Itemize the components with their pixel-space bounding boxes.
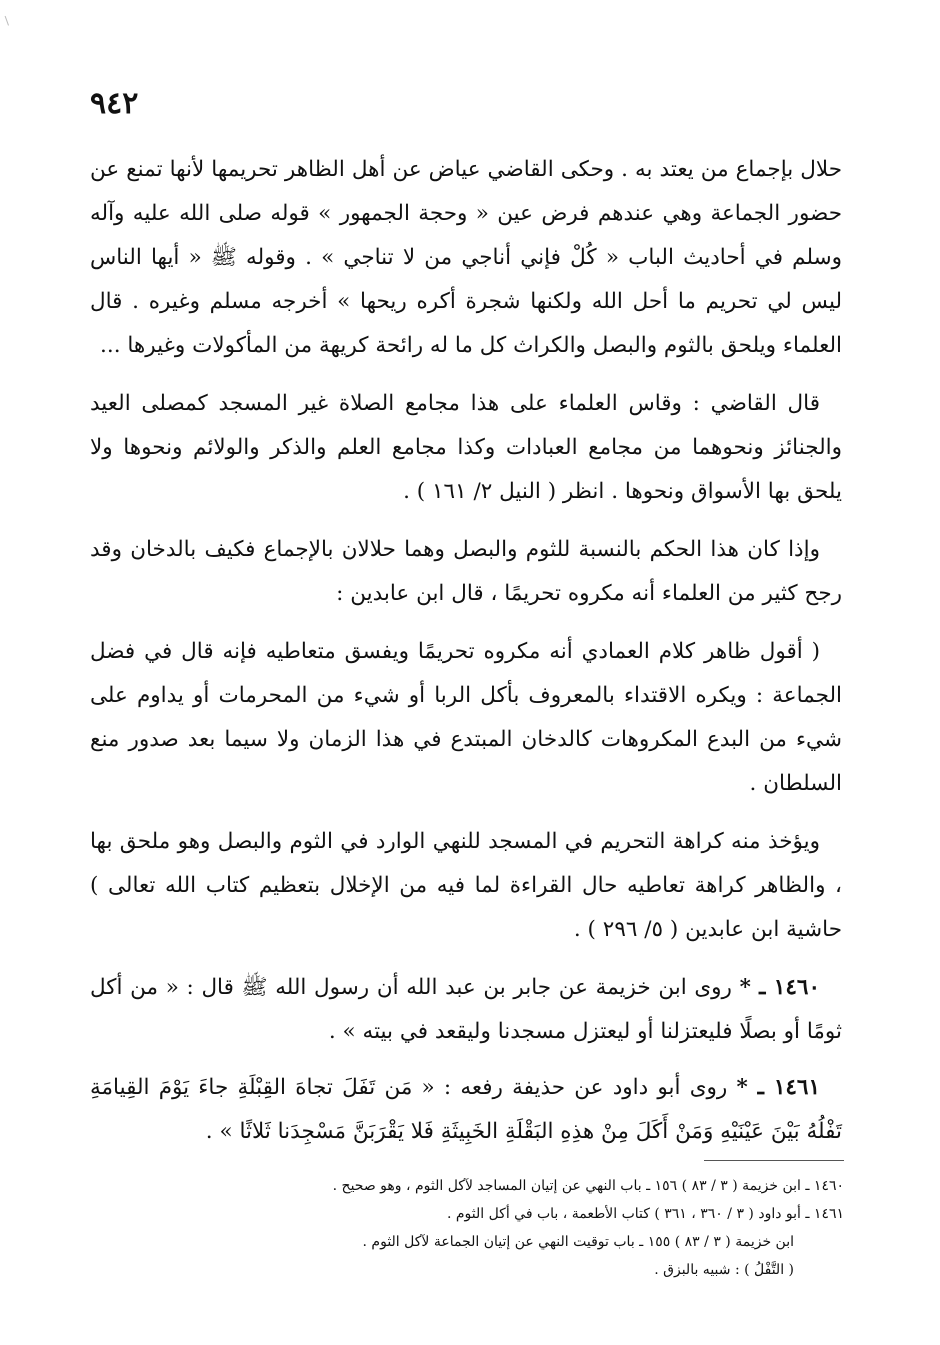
footnote-1460: ١٤٦٠ ـ ابن خزيمة ( ٣ / ٨٣ ) ١٥٦ ـ باب النهي عن إتيان المساجد لآكل الثوم ، وهو صحيح . <box>332 1178 844 1194</box>
hadith-text: روى ابن خزيمة عن جابر بن عبد الله أن رسول الله ﷺ قال : « من أكل ثومًا أو بصلًا فليعتزلنا أو ليعتزل مسجدنا وليقعد في بيته » . <box>90 975 842 1044</box>
footnote-1461-glossary: ( التَّفْلُ ) : شبيه بالبزق . <box>654 1262 794 1278</box>
paragraph-4: ( أقول ظاهر كلام العمادي أنه مكروه تحريمًا ويفسق متعاطيه فإنه قال في فضل الجماعة : ويكره الاقتداء بالمعروف بأكل الربا أو شيء من المحرمات أو يداوم على شيء من البدع المكروهات كالدخان المبتدع في هذا الزمان ولا سيما بعد صدور منع السلطان . <box>90 639 842 796</box>
paragraph-3: وإذا كان هذا الحكم بالنسبة للثوم والبصل وهما حلالان بالإجماع فكيف بالدخان وقد رجح كثير من العلماء أنه مكروه تحريمًا ، قال ابن عابدين : <box>90 537 842 606</box>
paragraph-5: ويؤخذ منه كراهة التحريم في المسجد للنهي الوارد في الثوم والبصل وهو ملحق بها ، والظاهر كراهة تعاطيه حال القراءة لما فيه من الإخلال بتعظيم كتاب الله تعالى ) حاشية ابن عابدين ( ٥/ ٢٩٦ ) . <box>90 829 842 942</box>
scan-mark <box>5 12 19 25</box>
paragraph-1: حلال بإجماع من يعتد به . وحكى القاضي عياض عن أهل الظاهر تحريمها لأنها تمنع عن حضور الجماعة وهي عندهم فرض عين « وحجة الجمهور » قوله صلى الله عليه وآله وسلم في أحاديث الباب « كُلْ فإني أناجي من لا تناجي » . وقوله ﷺ « أيها الناس ليس لي تحريم ما أحل الله ولكنها شجرة أكره ريحها » أخرجه مسلم وغيره . قال العلماء ويلحق بالثوم والبصل والكراث كل ما له رائحة كريهة من المأكولات وغيرها ... <box>90 157 842 358</box>
hadith-number: ١٤٦٠ ـ * <box>739 975 820 1000</box>
hadith-text: روى أبو داود عن حذيفة رفعه : « مَن تَفَلَ تجاهَ القِبْلَةِ جاءَ يَوْمَ القِيامَةِ تَفْلُهُ بَيْنَ عَيْنَيْهِ وَمَنْ أَكَلَ مِنْ هذِهِ البَقْلَةِ الخَبِيثَةِ فَلا يَقْرَبَنَّ مَسْجِدَنا ثَلاثًا » . <box>90 1075 842 1144</box>
footnotes <box>194 1172 844 1284</box>
paragraph-2: قال القاضي : وقاس العلماء على هذا مجامع الصلاة غير المسجد كمصلى العيد والجنائز ونحوهما من مجامع العبادات وكذا مجامع العلم والذكر والولائم ونحوها ولا يلحق بها الأسواق ونحوها . انظر ( النيل ٢/ ١٦١ ) . <box>90 391 842 504</box>
hadith-number: ١٤٦١ ـ * <box>736 1075 821 1100</box>
hadith-1461 <box>90 1066 842 1154</box>
hadith-1460 <box>90 966 842 1054</box>
page-number: ٩٤٢ <box>90 86 139 121</box>
footnote-1461: ١٤٦١ ـ أبو داود ( ٣ / ٣٦٠ ، ٣٦١ ) كتاب الأطعمة ، باب في أكل الثوم . <box>446 1206 844 1222</box>
footnote-divider <box>704 1160 844 1161</box>
footnote-1461-ibn-khuzaymah: ابن خزيمة ( ٣ / ٨٣ ) ١٥٥ ـ باب توقيت النهي عن إتيان الجماعة لآكل الثوم . <box>362 1234 794 1250</box>
main-text <box>90 148 842 1154</box>
